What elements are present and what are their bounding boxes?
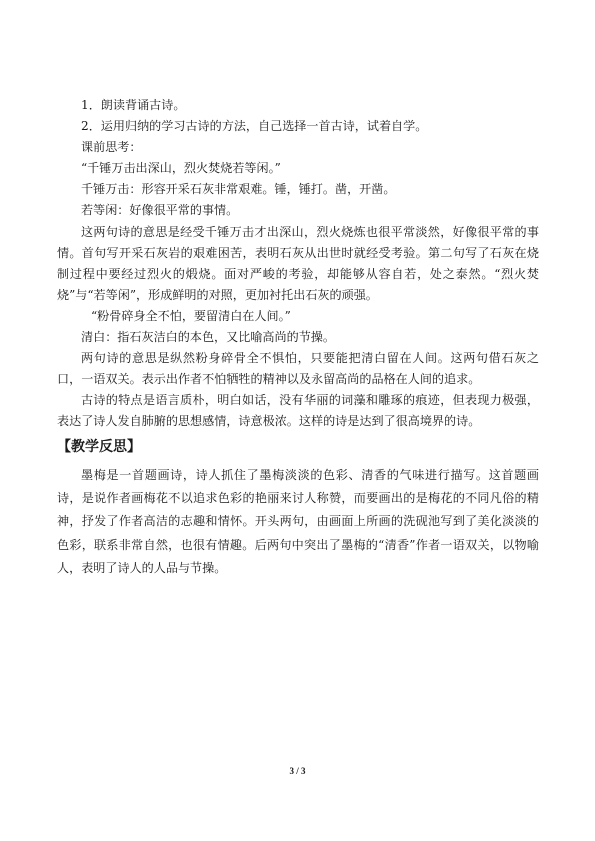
list-item-2: 2．运用归纳的学习古诗的方法，自己选择一首古诗，试着自学。 bbox=[81, 119, 428, 134]
summary-paragraph: 古诗的特点是语言质朴，明白如话，没有华丽的词藻和雕琢的痕迹，但表现力极强，表达了诗人发自肺腑的思想感情，诗意极浓。这样的诗是达到了很高境界的诗。 bbox=[57, 393, 539, 429]
pre-class-label: 课前思考： bbox=[81, 140, 142, 155]
explanation-paragraph-1: 这两句诗的意思是经受千锤万击才出深山，烈火烧炼也很平常淡然，好像很平常的事情。首句写开采石灰岩的艰难困苦，表明石灰从出世时就经受考验。第二句写了石灰在烧制过程中要经过烈火的煅烧。面对严峻的考验，却能够从容自若，处之泰然。“烈火焚烧”与“若等闲”，形成鲜明的对照，更加衬托出石灰的顽强。 bbox=[57, 224, 539, 302]
annotation-qianchui: 千锤万击：形容开采石灰非常艰难。锤，锤打。凿，开凿。 bbox=[81, 182, 396, 197]
page-number: 3 / 3 bbox=[289, 766, 306, 776]
poem-quote-1: “千锤万击出深山，烈火焚烧若等闲。” bbox=[81, 161, 281, 176]
section-heading: 【教学反思】 bbox=[57, 438, 141, 455]
annotation-ruodengxian: 若等闲：好像很平常的事情。 bbox=[81, 203, 239, 218]
poem-quote-2: “粉骨碎身全不怕，要留清白在人间。” bbox=[91, 308, 291, 323]
annotation-qingbai: 清白：指石灰洁白的本色，又比喻高尚的节操。 bbox=[81, 330, 335, 345]
reflection-paragraph: 墨梅是一首题画诗，诗人抓住了墨梅淡淡的色彩、清香的气味进行描写。这首题画诗，是说作者画梅花不以追求色彩的艳丽来讨人称赞，而要画出的是梅花的不同凡俗的精神，抒发了作者高洁的志趣和情怀。开头两句，由画面上所画的洗砚池写到了美化淡淡的色彩，联系非常自然，也很有情趣。后两句中突出了墨梅的“清香”作者一语双关，以物喻人，表明了诗人的人品与节操。 bbox=[57, 467, 539, 576]
list-item-1: 1．朗读背诵古诗。 bbox=[81, 98, 186, 112]
explanation-paragraph-2: 两句诗的意思是纵然粉身碎骨全不惧怕，只要能把清白留在人间。这两句借石灰之口，一语双关。表示出作者不怕牺牲的精神以及永留高尚的品格在人间的追求。 bbox=[57, 351, 539, 387]
page-content bbox=[57, 95, 539, 581]
